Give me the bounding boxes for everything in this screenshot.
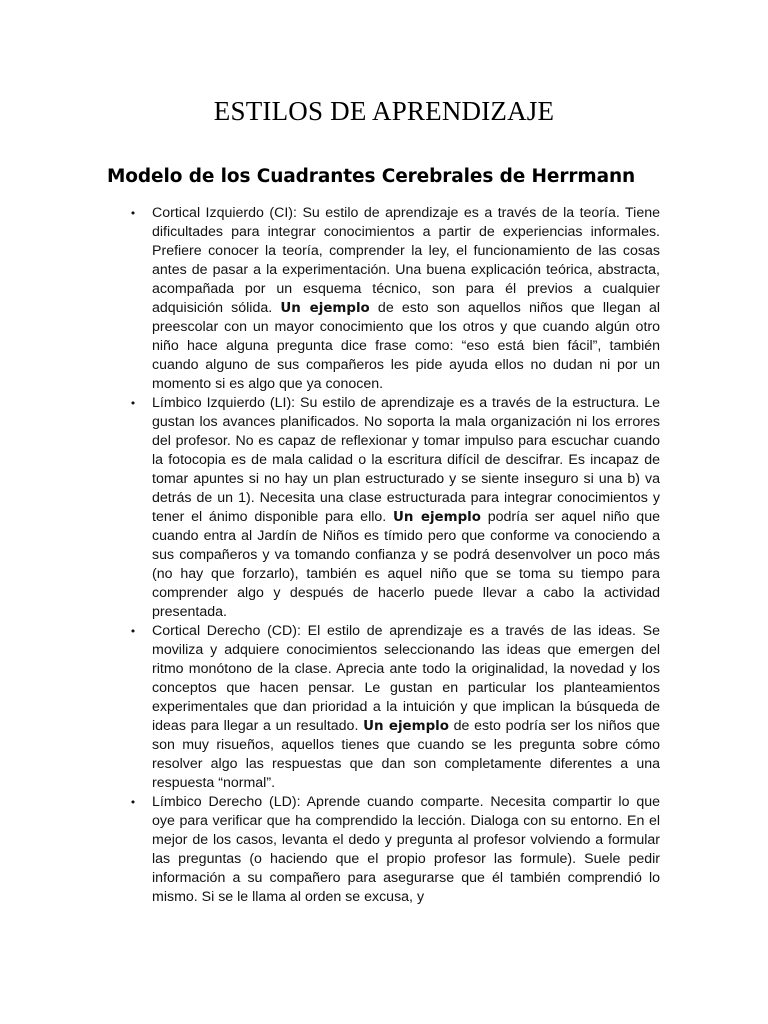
- item-emphasis: Un ejemplo: [280, 301, 370, 316]
- item-emphasis: Un ejemplo: [363, 719, 449, 734]
- item-text: Cortical Derecho (CD): El estilo de aprendizaje es a través de las ideas. Se moviliza y adquiere conocimientos seleccionando las ideas que emergen del ritmo monótono de la clase. Aprecia ante todo la originalidad, la novedad y los conceptos que hacen pensar. Le gustan en particular los planteamientos experimentales que dan prioridad a la intuición y que implican la búsqueda de ideas para llegar a un resultado.: [152, 623, 660, 734]
- item-text: Límbico Izquierdo (LI): Su estilo de aprendizaje es a través de la estructura. Le gustan los avances planificados. No soporta la mala organización ni los errores del profesor. No es capaz de reflexionar y tomar impulso para escuchar cuando la fotocopia es de mala calidad o la escritura difícil de descifrar. Es incapaz de tomar apuntes si no hay un plan estructurado y se siente inseguro si una b) va detrás de un 1). Necesita una clase estructurada para integrar conocimientos y tener el ánimo disponible para ello.: [152, 395, 660, 525]
- item-text: Límbico Derecho (LD): Aprende cuando comparte. Necesita compartir lo que oye para verificar que ha comprendido la lección. Dialoga con su entorno. En el mejor de los casos, levanta el dedo y pregunta al profesor volviendo a formular las preguntas (o haciendo que el propio profesor las formule). Suele pedir información a su compañero para asegurarse que él también comprendió lo mismo. Si se le llama al orden se excusa, y: [152, 794, 660, 905]
- item-text-continued: de esto son aquellos niños que llegan al preescolar con un mayor conocimiento que los otros y que cuando algún otro niño hace alguna pregunta dice frase como: “eso está bien fácil”, también cuando alguno de sus compañeros les pide ayuda ellos no dudan ni por un momento si es algo que ya conocen.: [152, 300, 660, 392]
- bullet-icon: •: [129, 397, 137, 410]
- document-title: ESTILOS DE APRENDIZAJE: [213, 96, 555, 126]
- list-item-cortical-izquierdo: [129, 204, 660, 394]
- list-item-limbico-derecho: [129, 793, 660, 907]
- section-heading: Modelo de los Cuadrantes Cerebrales de Herrmann: [107, 166, 636, 187]
- learning-styles-list: [129, 204, 660, 907]
- list-item-cortical-derecho: [129, 622, 660, 793]
- item-text-continued: de esto podría ser los niños que son muy risueños, aquellos tienes que cuando se les pregunta sobre cómo resolver algo las respuestas que dan son completamente diferentes a una respuesta “normal”.: [152, 718, 660, 791]
- list-item-limbico-izquierdo: [129, 394, 660, 622]
- bullet-icon: •: [129, 207, 137, 220]
- item-text-continued: podría ser aquel niño que cuando entra al Jardín de Niños es tímido pero que conforme va conociendo a sus compañeros y va tomando confianza y se podrá desenvolver un poco más (no hay que forzarlo), también es aquel niño que se toma su tiempo para comprender algo y después de hacerlo puede llevar a cabo la actividad presentada.: [152, 509, 660, 620]
- bullet-icon: •: [129, 625, 137, 638]
- item-emphasis: Un ejemplo: [392, 510, 481, 525]
- item-text: Cortical Izquierdo (CI): Su estilo de aprendizaje es a través de la teoría. Tiene dificultades para integrar conocimientos a partir de experiencias informales. Prefiere conocer la teoría, comprender la ley, el funcionamiento de las cosas antes de pasar a la experimentación. Una buena explicación teórica, abstracta, acompañada por un esquema técnico, son para él previos a cualquier adquisición sólida.: [152, 205, 660, 316]
- bullet-icon: •: [129, 796, 137, 809]
